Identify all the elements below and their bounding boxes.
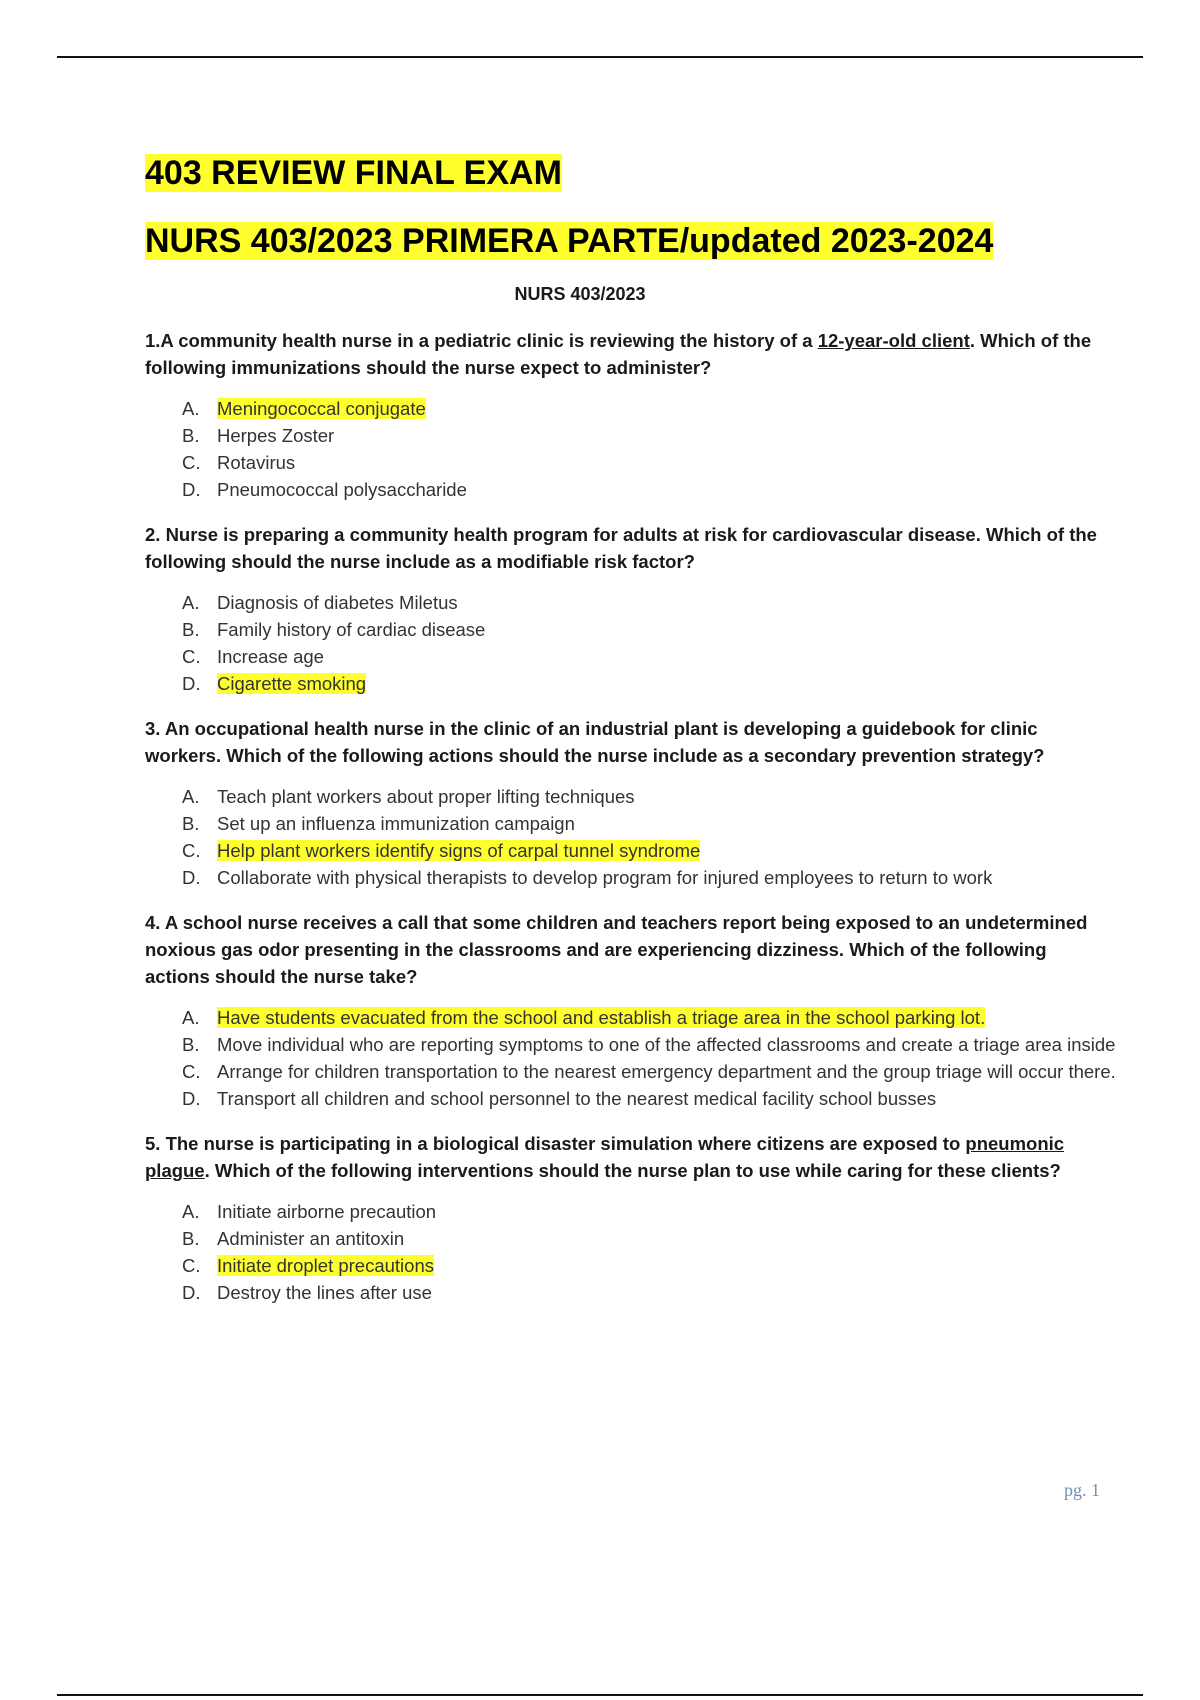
option-a: A. Teach plant workers about proper lifting techniques [182, 786, 635, 807]
option-d: D. Collaborate with physical therapists to develop program for injured employees to return to work [182, 867, 993, 888]
option-a: A. Have students evacuated from the school and establish a triage area in the school parking lot. [182, 1007, 986, 1028]
question-stem: 2. Nurse is preparing a community health program for adults at risk for cardiovascular disease. Which of the following should the nurse include as a modifiable risk factor? [145, 524, 1097, 572]
answer-options [145, 783, 1145, 891]
top-rule [57, 56, 1143, 58]
option-a: A. Meningococcal conjugate [182, 398, 426, 419]
option-c: C. Increase age [182, 646, 324, 667]
bottom-rule [57, 1694, 1143, 1696]
question-1 [145, 327, 1145, 503]
option-b: B. Herpes Zoster [182, 425, 335, 446]
option-c: C. Initiate droplet precautions [182, 1255, 434, 1276]
question-stem: 4. A school nurse receives a call that some children and teachers report being exposed to an undetermined noxious gas odor presenting in the classrooms and are experiencing dizziness. Which of the following actions should the nurse take? [145, 912, 1088, 987]
option-b: B. Administer an antitoxin [182, 1228, 405, 1249]
option-c: C. Help plant workers identify signs of carpal tunnel syndrome [182, 840, 701, 861]
option-a: A. Initiate airborne precaution [182, 1201, 437, 1222]
question-stem: 1.A community health nurse in a pediatric clinic is reviewing the history of a 12-year-old client. Which of the following immunizations should the nurse expect to administer? [145, 330, 1092, 378]
option-b: B. Move individual who are reporting symptoms to one of the affected classrooms and create a triage area inside [182, 1034, 1116, 1055]
answer-options [145, 395, 1145, 503]
option-d: D. Transport all children and school personnel to the nearest medical facility school busses [182, 1088, 937, 1109]
option-d: D. Cigarette smoking [182, 673, 367, 694]
highlighted-answer: Help plant workers identify signs of carpal tunnel syndrome [217, 840, 701, 861]
question-stem: 3. An occupational health nurse in the clinic of an industrial plant is developing a guidebook for clinic workers. Which of the following actions should the nurse include as a secondary prevention strategy? [145, 718, 1045, 766]
question-3 [145, 715, 1145, 891]
highlighted-answer: Initiate droplet precautions [217, 1255, 434, 1276]
document-subtitle-heading: NURS 403/2023 PRIMERA PARTE/updated 2023-2024 [145, 222, 994, 260]
document-body [145, 148, 1145, 1306]
question-2 [145, 521, 1145, 697]
answer-options [145, 1198, 1145, 1306]
option-c: C. Arrange for children transportation to the nearest emergency department and the group triage will occur there. [182, 1061, 1116, 1082]
answer-options [145, 589, 1145, 697]
question-5 [145, 1130, 1145, 1306]
option-a: A. Diagnosis of diabetes Miletus [182, 592, 458, 613]
question-stem: 5. The nurse is participating in a biological disaster simulation where citizens are exposed to pneumonic plague. Which of the following interventions should the nurse plan to use while caring for these clients? [145, 1133, 1065, 1181]
option-d: D. Pneumococcal polysaccharide [182, 479, 467, 500]
page-number: pg. 1 [1064, 1480, 1100, 1500]
document-title: 403 REVIEW FINAL EXAM [145, 154, 562, 192]
question-4 [145, 909, 1145, 1112]
option-b: B. Family history of cardiac disease [182, 619, 486, 640]
option-d: D. Destroy the lines after use [182, 1282, 432, 1303]
option-b: B. Set up an influenza immunization campaign [182, 813, 575, 834]
answer-options [145, 1004, 1145, 1112]
course-label: NURS 403/2023 [514, 284, 646, 304]
option-c: C. Rotavirus [182, 452, 296, 473]
highlighted-answer: Have students evacuated from the school and establish a triage area in the school parking lot. [217, 1007, 986, 1028]
highlighted-answer: Cigarette smoking [217, 673, 367, 694]
highlighted-answer: Meningococcal conjugate [217, 398, 426, 419]
